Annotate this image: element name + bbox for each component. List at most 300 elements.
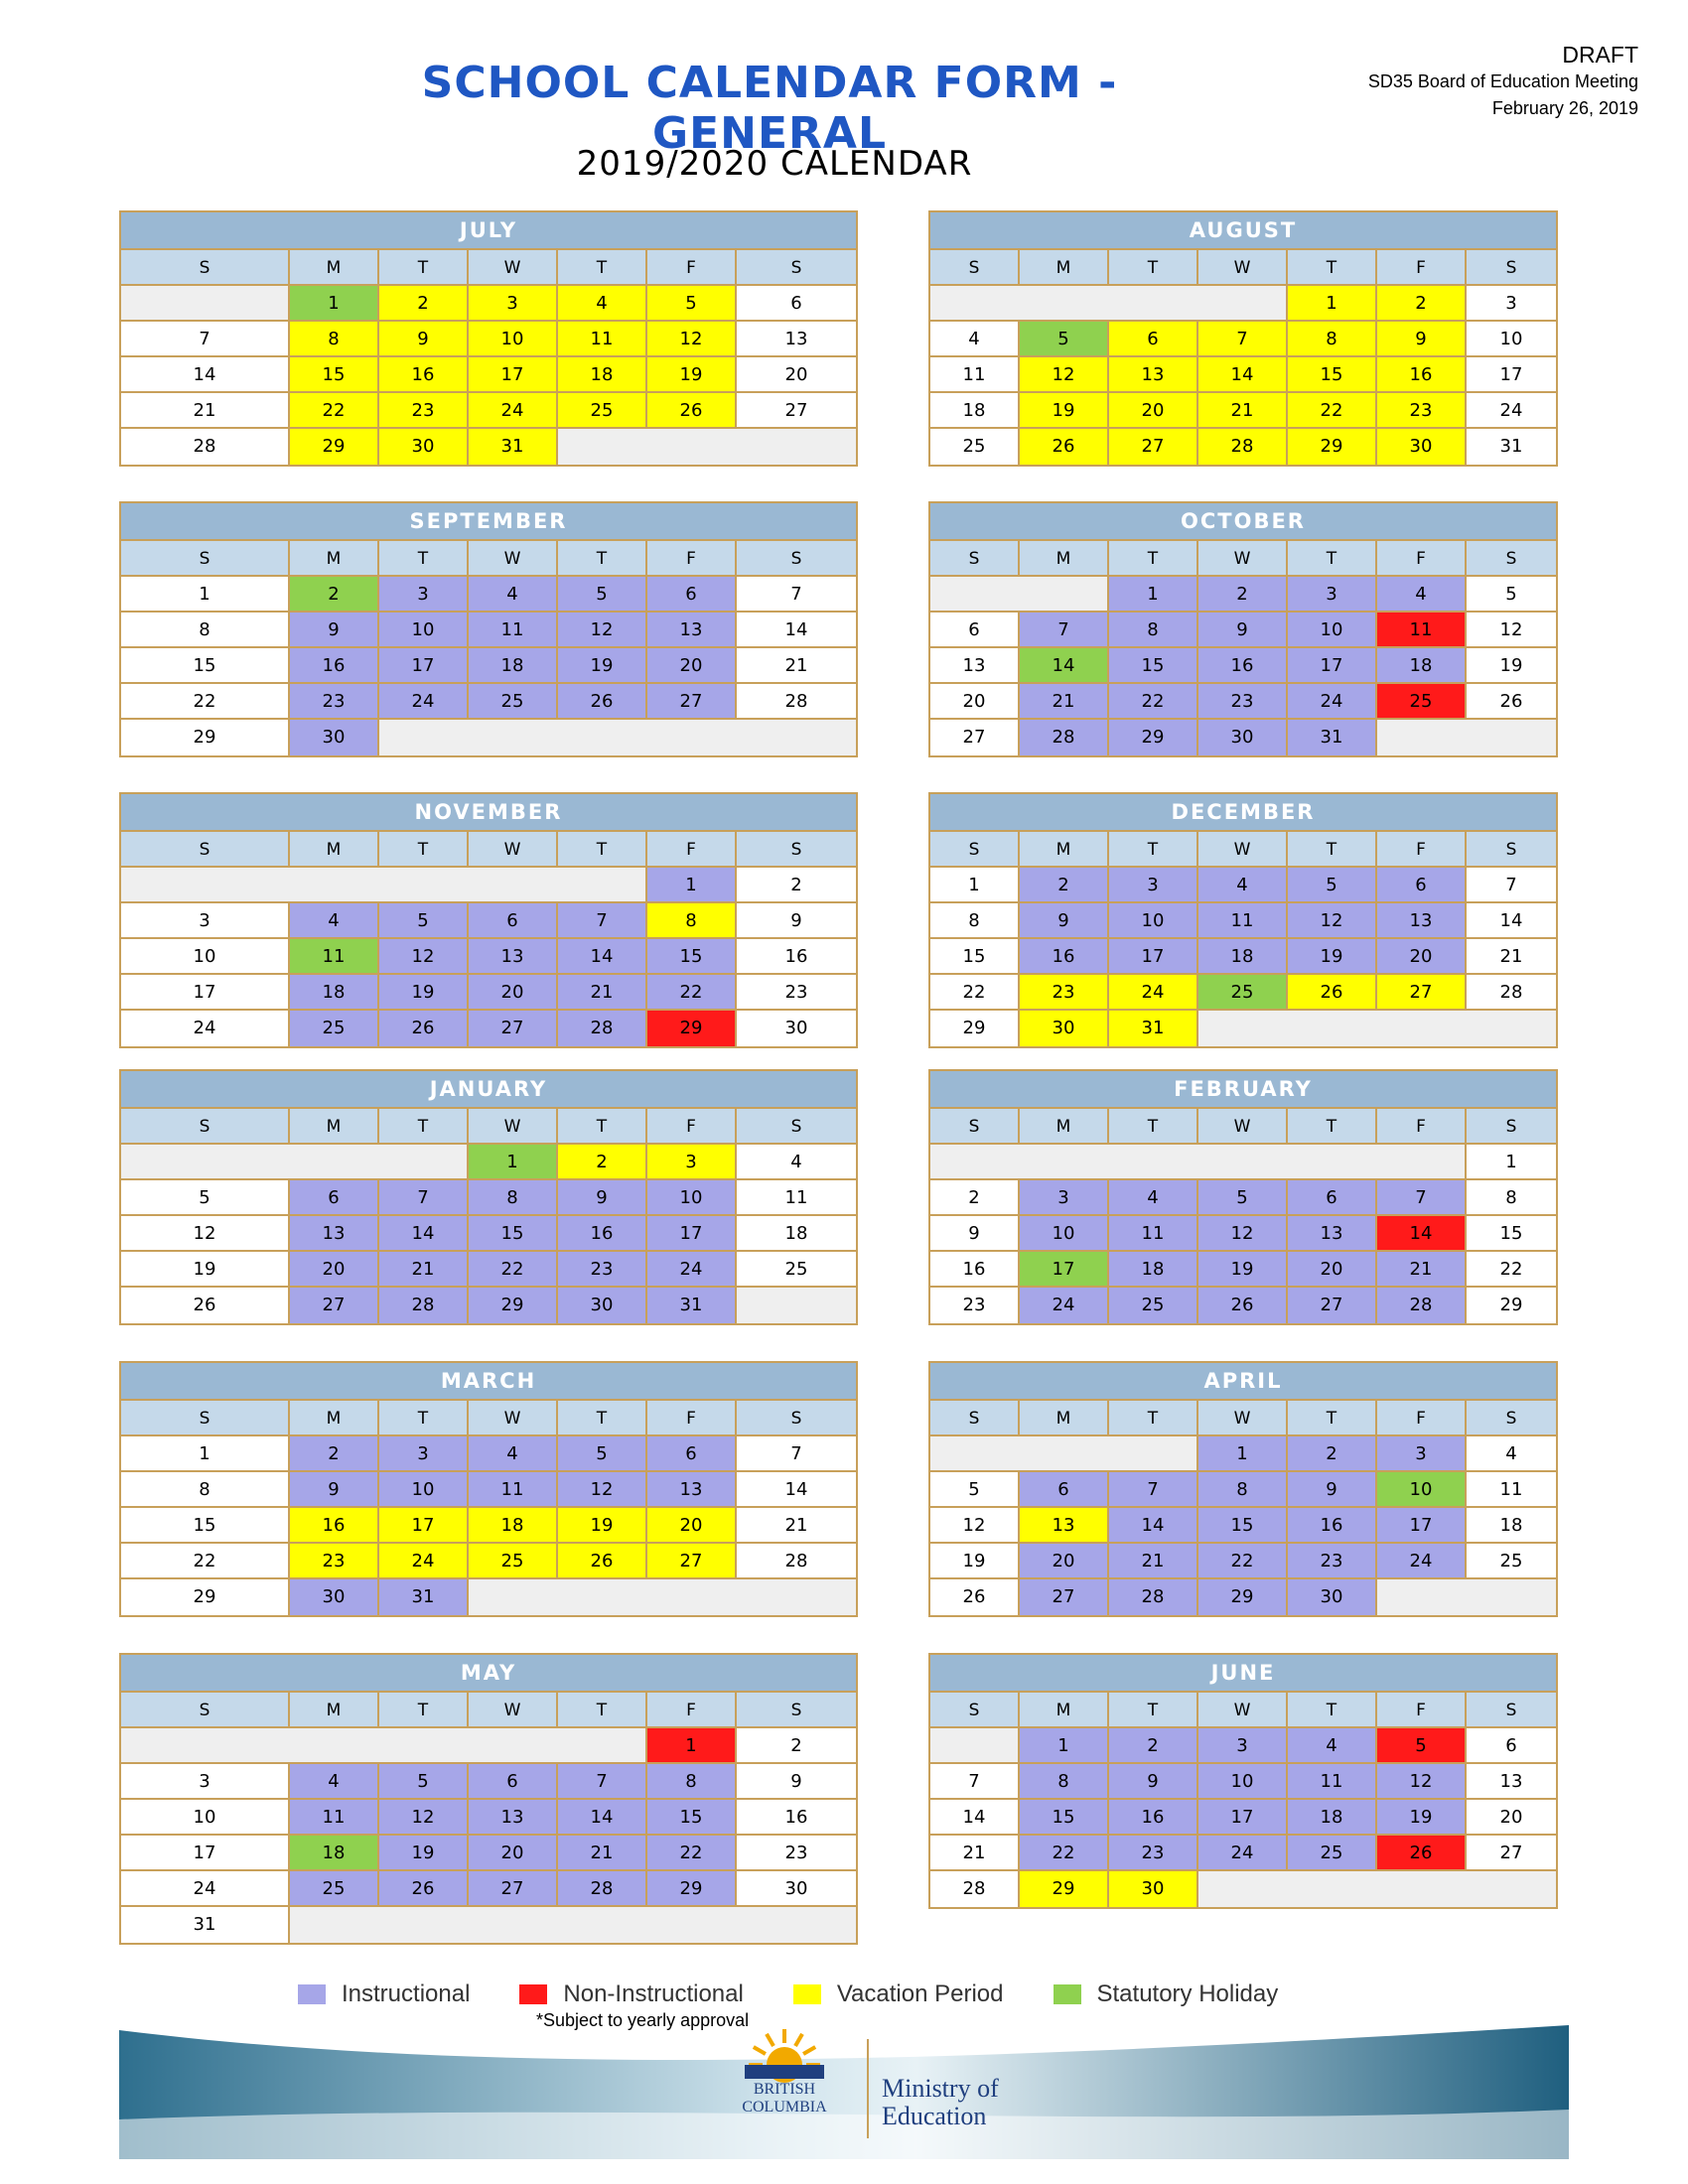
month-name: FEBRUARY <box>930 1071 1556 1109</box>
empty-cell <box>121 868 647 903</box>
day-cell: 15 <box>290 357 379 393</box>
day-cell: 9 <box>290 1472 379 1508</box>
day-cell: 5 <box>379 1764 469 1800</box>
day-cell: 9 <box>379 322 469 357</box>
day-cell: 23 <box>290 684 379 720</box>
day-cell: 8 <box>1109 613 1198 648</box>
weekday-header: M <box>1020 250 1109 286</box>
day-cell: 3 <box>1288 577 1377 613</box>
weekday-header: T <box>1288 541 1377 577</box>
day-cell: 16 <box>1288 1508 1377 1544</box>
day-cell: 4 <box>469 1436 558 1472</box>
day-cell: 14 <box>558 1800 647 1836</box>
weekday-header: S <box>930 541 1020 577</box>
day-cell: 19 <box>379 975 469 1011</box>
day-cell: 10 <box>379 613 469 648</box>
day-cell: 31 <box>1499 436 1523 457</box>
day-cell: 18 <box>930 393 1020 429</box>
day-cell: 5 <box>121 1180 290 1216</box>
day-cell: 11 <box>1198 903 1288 939</box>
day-cell: 21 <box>121 393 290 429</box>
day-cell: 25 <box>469 684 558 720</box>
day-cell: 16 <box>558 1216 647 1252</box>
ministry-line2: Education <box>882 2102 987 2130</box>
day-cell: 26 <box>930 1579 1020 1615</box>
day-cell: 22 <box>121 684 290 720</box>
day-cell: 2 <box>1198 577 1288 613</box>
day-cell: 23 <box>1198 684 1288 720</box>
day-cell: 31 <box>121 1907 290 1943</box>
weekday-header: T <box>558 1401 647 1436</box>
logo-divider <box>867 2039 869 2138</box>
day-cell: 19 <box>1198 1252 1288 1288</box>
day-cell: 17 <box>379 648 469 684</box>
day-cell: 7 <box>558 903 647 939</box>
day-cell: 14 <box>737 1472 856 1508</box>
day-cell: 12 <box>1467 613 1556 648</box>
day-cell: 3 <box>469 286 558 322</box>
day-cell: 22 <box>290 393 379 429</box>
day-cell: 7 <box>737 1436 856 1472</box>
day-cell: 27 <box>647 1544 737 1579</box>
month-november <box>119 792 858 1048</box>
day-cell: 28 <box>930 1871 1020 1907</box>
day-cell: 6 <box>1288 1180 1377 1216</box>
day-cell: 23 <box>1377 393 1467 429</box>
day-cell: 4 <box>1109 1180 1198 1216</box>
empty-cell <box>121 1728 647 1764</box>
day-cell: 7 <box>1467 868 1556 903</box>
weekday-header: T <box>558 832 647 868</box>
day-cell: 25 <box>930 429 1020 465</box>
legend-label: Vacation Period <box>836 1980 1004 2007</box>
day-cell: 20 <box>737 357 856 393</box>
day-cell: 1 <box>121 1436 290 1472</box>
day-cell: 27 <box>290 1288 379 1323</box>
day-cell: 25 <box>1377 684 1467 720</box>
day-cell: 30 <box>558 1288 647 1323</box>
day-cell: 6 <box>469 1764 558 1800</box>
day-cell: 17 <box>121 1836 290 1871</box>
day-cell: 16 <box>1020 939 1109 975</box>
month-name: MAY <box>121 1655 856 1693</box>
day-cell: 3 <box>121 903 290 939</box>
weekday-header: M <box>1020 1109 1109 1145</box>
day-cell: 23 <box>1288 1544 1377 1579</box>
empty-cell <box>121 1145 469 1180</box>
weekday-header: M <box>1020 1401 1109 1436</box>
day-cell: 24 <box>379 1544 469 1579</box>
day-cell: 4 <box>290 1764 379 1800</box>
day-cell: 20 <box>290 1252 379 1288</box>
day-cell: 10 <box>1377 1472 1467 1508</box>
day-cell: 13 <box>647 1472 737 1508</box>
day-cell: 6 <box>930 613 1020 648</box>
day-cell: 2 <box>558 1145 647 1180</box>
day-cell: 3 <box>647 1145 737 1180</box>
day-cell: 26 <box>558 1544 647 1579</box>
day-cell: 14 <box>379 1216 469 1252</box>
weekday-header: F <box>1377 1401 1467 1436</box>
day-cell: 25 <box>290 1011 379 1046</box>
weekday-header: F <box>1377 1693 1467 1728</box>
draft-label: DRAFT <box>1562 42 1638 68</box>
day-cell: 28 <box>737 1544 856 1579</box>
day-cell: 5 <box>1467 577 1556 613</box>
day-cell: 14 <box>1020 648 1109 684</box>
day-cell: 30 <box>290 720 379 755</box>
day-cell: 28 <box>121 429 290 465</box>
day-cell: 24 <box>1377 1544 1467 1579</box>
day-cell: 24 <box>469 393 558 429</box>
weekday-header: T <box>379 832 469 868</box>
empty-cell <box>737 1288 856 1323</box>
day-cell: 24 <box>1467 393 1556 429</box>
day-cell: 30 <box>1109 1871 1198 1907</box>
ministry-wordmark <box>882 2075 999 2130</box>
day-cell: 17 <box>379 1508 469 1544</box>
weekday-header: S <box>930 832 1020 868</box>
day-cell: 13 <box>469 939 558 975</box>
weekday-header: T <box>558 1693 647 1728</box>
weekday-header: S <box>737 541 856 577</box>
weekday-header: S <box>121 1109 290 1145</box>
day-cell: 2 <box>1020 868 1109 903</box>
day-cell: 10 <box>121 939 290 975</box>
day-cell: 3 <box>1020 1180 1109 1216</box>
calendar-subtitle: 2019/2020 CALENDAR <box>576 144 973 184</box>
day-cell: 23 <box>930 1288 1020 1323</box>
day-cell: 20 <box>1288 1252 1377 1288</box>
weekday-header: F <box>647 1109 737 1145</box>
day-cell: 20 <box>647 1508 737 1544</box>
day-cell: 2 <box>930 1180 1020 1216</box>
weekday-header: T <box>379 250 469 286</box>
day-cell: 25 <box>1467 1544 1556 1579</box>
day-cell: 29 <box>469 1288 558 1323</box>
bc-wordmark <box>730 2081 839 2116</box>
day-cell: 12 <box>379 1800 469 1836</box>
day-cell: 9 <box>1020 903 1109 939</box>
day-cell: 18 <box>558 357 647 393</box>
month-name: JUNE <box>930 1655 1556 1693</box>
month-name: APRIL <box>930 1363 1556 1401</box>
weekday-header: T <box>558 1109 647 1145</box>
day-cell: 17 <box>1198 1800 1288 1836</box>
day-cell: 6 <box>1109 322 1198 357</box>
day-cell: 14 <box>558 939 647 975</box>
day-cell: 5 <box>558 1436 647 1472</box>
day-cell: 25 <box>290 1871 379 1907</box>
day-cell: 31 <box>1109 1011 1198 1046</box>
weekday-header: S <box>737 1401 856 1436</box>
day-cell: 15 <box>469 1216 558 1252</box>
day-cell: 16 <box>737 1800 856 1836</box>
month-name: OCTOBER <box>930 503 1556 541</box>
day-cell: 25 <box>558 393 647 429</box>
weekday-header: T <box>1109 250 1198 286</box>
day-cell: 4 <box>558 286 647 322</box>
day-cell: 25 <box>1198 975 1288 1011</box>
day-cell: 10 <box>647 1180 737 1216</box>
month-december <box>928 792 1558 1048</box>
day-cell: 26 <box>1467 684 1556 720</box>
weekday-header: S <box>930 1693 1020 1728</box>
day-cell: 14 <box>737 613 856 648</box>
day-cell: 20 <box>1020 1544 1109 1579</box>
day-cell: 4 <box>1288 1728 1377 1764</box>
day-cell: 28 <box>558 1011 647 1046</box>
month-name: NOVEMBER <box>121 794 856 832</box>
legend-swatch-non-instructional <box>519 1984 547 2004</box>
day-cell: 17 <box>1109 939 1198 975</box>
day-cell: 27 <box>469 1011 558 1046</box>
day-cell: 21 <box>930 1836 1020 1871</box>
day-cell: 29 <box>1288 429 1377 465</box>
weekday-header: W <box>1198 250 1288 286</box>
day-cell: 8 <box>290 322 379 357</box>
month-january <box>119 1069 858 1325</box>
weekday-header: W <box>1198 1401 1288 1436</box>
day-cell: 6 <box>1467 1728 1556 1764</box>
day-cell: 22 <box>469 1252 558 1288</box>
day-cell: 30 <box>784 1018 808 1038</box>
day-cell: 24 <box>379 684 469 720</box>
day-cell: 13 <box>1467 1764 1556 1800</box>
weekday-header: T <box>1288 1109 1377 1145</box>
weekday-header: M <box>290 1693 379 1728</box>
month-may <box>119 1653 858 1945</box>
weekday-header: T <box>379 1401 469 1436</box>
day-cell: 15 <box>121 1508 290 1544</box>
day-cell: 19 <box>379 1836 469 1871</box>
day-cell: 11 <box>737 1180 856 1216</box>
month-name: MARCH <box>121 1363 856 1401</box>
day-cell: 29 <box>290 429 379 465</box>
day-cell: 8 <box>1467 1180 1556 1216</box>
day-cell: 10 <box>469 322 558 357</box>
weekday-header: M <box>290 1109 379 1145</box>
day-cell: 8 <box>121 613 290 648</box>
day-cell: 2 <box>1377 286 1467 322</box>
day-cell: 19 <box>1020 393 1109 429</box>
weekday-header: S <box>121 832 290 868</box>
day-cell: 24 <box>647 1252 737 1288</box>
day-cell: 1 <box>647 868 737 903</box>
empty-cell <box>930 286 1288 322</box>
weekday-header: T <box>1288 832 1377 868</box>
day-cell: 12 <box>930 1508 1020 1544</box>
day-cell: 13 <box>930 648 1020 684</box>
day-cell: 17 <box>1288 648 1377 684</box>
day-cell: 29 <box>1109 720 1198 755</box>
empty-cell <box>1198 1011 1556 1046</box>
day-cell: 11 <box>290 1800 379 1836</box>
weekday-header: T <box>558 250 647 286</box>
month-name: JULY <box>121 212 856 250</box>
day-cell: 10 <box>1020 1216 1109 1252</box>
day-cell: 22 <box>1288 393 1377 429</box>
day-cell: 1 <box>121 577 290 613</box>
day-cell: 25 <box>469 1544 558 1579</box>
day-cell: 6 <box>1377 868 1467 903</box>
month-march <box>119 1361 858 1617</box>
day-cell: 5 <box>1377 1728 1467 1764</box>
weekday-header: M <box>290 832 379 868</box>
day-cell: 20 <box>647 648 737 684</box>
day-cell: 29 <box>1020 1871 1109 1907</box>
day-cell: 27 <box>1377 975 1467 1011</box>
day-cell: 15 <box>1288 357 1377 393</box>
day-cell: 15 <box>647 1800 737 1836</box>
day-cell: 9 <box>737 1764 856 1800</box>
day-cell: 6 <box>737 286 856 322</box>
day-cell: 1 <box>1198 1436 1288 1472</box>
day-cell: 17 <box>1020 1252 1109 1288</box>
legend-label: Instructional <box>342 1980 471 2007</box>
weekday-header: T <box>1109 1109 1198 1145</box>
day-cell: 3 <box>121 1764 290 1800</box>
day-cell: 11 <box>558 322 647 357</box>
day-cell: 16 <box>1198 648 1288 684</box>
weekday-header: M <box>1020 541 1109 577</box>
day-cell: 28 <box>737 684 856 720</box>
day-cell: 5 <box>379 903 469 939</box>
day-cell: 22 <box>1109 684 1198 720</box>
weekday-header: W <box>1198 1109 1288 1145</box>
day-cell: 8 <box>647 1764 737 1800</box>
day-cell: 3 <box>379 1436 469 1472</box>
weekday-header: T <box>1109 541 1198 577</box>
day-cell: 11 <box>469 1472 558 1508</box>
day-cell: 2 <box>290 577 379 613</box>
weekday-header: F <box>1377 541 1467 577</box>
day-cell: 24 <box>1020 1288 1109 1323</box>
day-cell: 4 <box>1198 868 1288 903</box>
day-cell: 30 <box>379 429 469 465</box>
weekday-header: S <box>930 1109 1020 1145</box>
weekday-header: S <box>121 1401 290 1436</box>
day-cell: 10 <box>1198 1764 1288 1800</box>
day-cell: 4 <box>737 1145 856 1180</box>
weekday-header: S <box>1467 1109 1556 1145</box>
day-cell: 2 <box>1109 1728 1198 1764</box>
day-cell: 22 <box>647 975 737 1011</box>
day-cell: 21 <box>1377 1252 1467 1288</box>
day-cell: 26 <box>379 1011 469 1046</box>
day-cell: 13 <box>1020 1508 1109 1544</box>
day-cell: 21 <box>1467 939 1556 975</box>
day-cell: 28 <box>1198 429 1288 465</box>
day-cell: 30 <box>290 1579 379 1615</box>
legend-label: Non-Instructional <box>563 1980 744 2007</box>
empty-cell <box>1377 1579 1556 1615</box>
day-cell: 15 <box>1109 648 1198 684</box>
day-cell: 14 <box>1467 903 1556 939</box>
day-cell: 23 <box>558 1252 647 1288</box>
day-cell: 8 <box>930 903 1020 939</box>
day-cell: 1 <box>1288 286 1377 322</box>
day-cell: 3 <box>1109 868 1198 903</box>
day-cell: 4 <box>1467 1436 1556 1472</box>
day-cell: 15 <box>1020 1800 1109 1836</box>
day-cell: 14 <box>930 1800 1020 1836</box>
day-cell: 2 <box>1288 1436 1377 1472</box>
day-cell: 18 <box>1109 1252 1198 1288</box>
day-cell: 22 <box>647 1836 737 1871</box>
day-cell: 1 <box>1109 577 1198 613</box>
day-cell: 12 <box>647 322 737 357</box>
day-cell: 22 <box>930 975 1020 1011</box>
day-cell: 9 <box>1198 613 1288 648</box>
weekday-header: T <box>1288 1401 1377 1436</box>
day-cell: 23 <box>737 1836 856 1871</box>
weekday-header: F <box>647 1401 737 1436</box>
day-cell: 30 <box>1288 1579 1377 1615</box>
day-cell: 16 <box>290 648 379 684</box>
day-cell: 4 <box>930 322 1020 357</box>
weekday-header: S <box>930 250 1020 286</box>
weekday-header: W <box>469 541 558 577</box>
day-cell: 11 <box>1467 1472 1556 1508</box>
day-cell: 4 <box>290 903 379 939</box>
weekday-header: F <box>1377 1109 1467 1145</box>
legend-label: Statutory Holiday <box>1096 1980 1279 2007</box>
day-cell: 12 <box>1288 903 1377 939</box>
page-title: SCHOOL CALENDAR FORM - GENERAL <box>421 58 1118 159</box>
day-cell: 17 <box>469 357 558 393</box>
day-cell: 1 <box>1467 1145 1556 1180</box>
day-cell: 20 <box>1377 939 1467 975</box>
weekday-header: S <box>930 1401 1020 1436</box>
month-june <box>928 1653 1558 1909</box>
weekday-header: S <box>737 250 856 286</box>
day-cell: 14 <box>1109 1508 1198 1544</box>
weekday-header: S <box>737 1109 856 1145</box>
day-cell: 24 <box>1288 684 1377 720</box>
weekday-header: M <box>1020 1693 1109 1728</box>
day-cell: 1 <box>1020 1728 1109 1764</box>
day-cell: 7 <box>1377 1180 1467 1216</box>
day-cell: 29 <box>647 1871 737 1907</box>
empty-cell <box>930 1728 1020 1764</box>
legend-item-instructional <box>298 1980 470 2008</box>
legend-item-statutory <box>1054 1980 1279 2008</box>
day-cell: 26 <box>647 393 737 429</box>
day-cell: 31 <box>647 1288 737 1323</box>
day-cell: 11 <box>1109 1216 1198 1252</box>
day-cell: 27 <box>1467 1836 1556 1871</box>
day-cell: 19 <box>1467 648 1556 684</box>
month-name: DECEMBER <box>930 794 1556 832</box>
day-cell: 2 <box>737 1728 856 1764</box>
day-cell: 11 <box>1377 613 1467 648</box>
weekday-header: S <box>1467 832 1556 868</box>
day-cell: 12 <box>558 613 647 648</box>
day-cell: 1 <box>290 286 379 322</box>
day-cell: 9 <box>930 1216 1020 1252</box>
day-cell: 24 <box>121 1871 290 1907</box>
meeting-date: February 26, 2019 <box>1491 98 1638 118</box>
month-october <box>928 501 1558 757</box>
weekday-header: M <box>290 1401 379 1436</box>
day-cell: 27 <box>1109 429 1198 465</box>
day-cell: 7 <box>1020 613 1109 648</box>
weekday-header: F <box>1377 832 1467 868</box>
day-cell: 15 <box>1198 1508 1288 1544</box>
day-cell: 30 <box>1198 720 1288 755</box>
weekday-header: W <box>469 250 558 286</box>
